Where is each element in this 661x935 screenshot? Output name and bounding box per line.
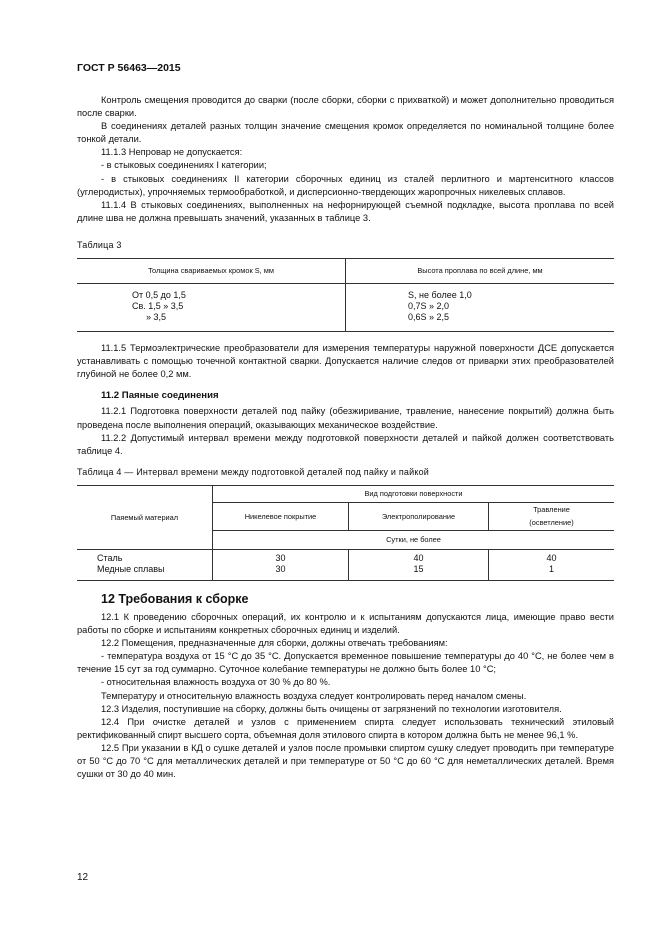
paragraph: 11.1.3 Непровар не допускается: xyxy=(101,147,243,158)
paragraph: 11.1.5 Термоэлектрические преобразователи для измерения температуры наружной поверхности ДСЕ допускается устанавливать с помощью точечной контактной сварки. Допускается наличие следов от приварки этих преобразователей глубиной не более 0,2 мм. xyxy=(77,343,614,380)
paragraph: - в стыковых соединениях I категории; xyxy=(101,160,267,171)
paragraph: 12.2 Помещения, предназначенные для сборки, должны отвечать требованиям: xyxy=(101,638,448,649)
table4-material-header: Паяемый материал xyxy=(77,485,213,549)
table4-col-header: Никелевое покрытие xyxy=(213,502,349,530)
paragraph: 11.2.1 Подготовка поверхности деталей под пайку (обезжиривание, травление, нанесение покрытий) должна быть проведена после выполнения операций, оказывающих механическое воздействие. xyxy=(77,406,614,430)
paragraph: 11.1.4 В стыковых соединениях, выполненных на нефорнирующей съемной подкладке, высота проплава по всей длине шва не должна превышать значений, указанных в таблице 3. xyxy=(77,199,614,223)
table4 xyxy=(77,485,614,581)
table3-cell: » 3,5 xyxy=(146,312,167,323)
paragraph: 12.3 Изделия, поступившие на сборку, должны быть очищены от загрязнений по технологии изготовителя. xyxy=(101,703,562,714)
paragraph: В соединениях деталей разных толщин значение смещения кромок определяется по номинальной толщине более тонкой детали. xyxy=(77,121,614,145)
paragraph: 12.5 При указании в КД о сушке деталей и узлов после промывки спиртом сушку следует проводить при температуре от 50 °С до 70 °С для металлических деталей и при температуре от 50 °С до 60 °С для неметаллических деталей. Время сушки от 30 до 40 мин. xyxy=(77,742,614,780)
paragraph: - относительная влажность воздуха от 30 % до 80 %. xyxy=(101,677,331,688)
table4-value: 40 xyxy=(546,552,557,563)
table4-value: 1 xyxy=(548,563,554,574)
table3-cell: От 0,5 до 1,5 xyxy=(132,290,186,301)
table3-col2-header: Высота проплава по всей длине, мм xyxy=(346,259,615,284)
page-number: 12 xyxy=(77,872,89,883)
section-title: 11.2 Паяные соединения xyxy=(101,390,219,402)
table4-caption: Таблица 4 — Интервал времени между подготовкой деталей под пайку и пайкой xyxy=(77,466,430,477)
table4-col-header: Электрополирование xyxy=(349,502,489,530)
table4-material: Сталь xyxy=(97,552,123,563)
table3-cell: 0,6S » 2,5 xyxy=(408,312,450,323)
table4-value: 30 xyxy=(275,563,286,574)
paragraph: 11.2.2 Допустимый интервал времени между подготовкой поверхности деталей и пайкой должен соответствовать таблице 4. xyxy=(77,432,614,456)
paragraph: Температуру и относительную влажность воздуха следует контролировать перед началом смены. xyxy=(101,690,527,701)
table4-value: 30 xyxy=(275,552,286,563)
paragraph: - в стыковых соединениях II категории сборочных единиц из сталей перлитного и мартенситного классов (углеродистых), упрочняемых термообработкой, и дисперсионно-твердеющих жаропрочных никелевых сплавов. xyxy=(77,173,614,197)
table3 xyxy=(77,258,614,332)
table3-cell: 0,7S » 2,0 xyxy=(408,301,450,312)
table4-col-header: Травление (осветление) xyxy=(489,502,615,530)
paragraph: 12.1 К проведению сборочных операций, их контролю и к испытаниям допускаются лица, имеющие право вести работы по сборке и испытаниям конкретных сборочных единиц и изделий. xyxy=(77,611,614,636)
document-header: ГОСТ Р 56463—2015 xyxy=(77,62,181,74)
paragraph: 12.4 При очистке деталей и узлов с применением спирта следует использовать технический этиловый ректификованный спирт высшего сорта, объемная доля этилового спирта в котором должна быть не менее 96,1 %. xyxy=(77,716,614,740)
paragraph: - температура воздуха от 15 °С до 35 °С. Допускается временное повышение температуры до 40 °С, не более чем в течение 15 сут за год суммарно. Суточное колебание температуры не должно быть более 10 °С; xyxy=(77,651,614,675)
table4-material: Медные сплавы xyxy=(97,563,165,574)
table3-caption: Таблица 3 xyxy=(77,239,122,250)
table4-value: 40 xyxy=(413,552,424,563)
table4-value: 15 xyxy=(413,563,424,574)
table3-col1-header: Толщина свариваемых кромок S, мм xyxy=(77,259,346,284)
document-body xyxy=(77,94,614,781)
chapter-title: 12 Требования к сборке xyxy=(101,591,249,606)
table3-cell: Св. 1,5 » 3,5 xyxy=(132,301,184,312)
table3-cell: S, не более 1,0 xyxy=(408,290,472,301)
paragraph: Контроль смещения проводится до сварки (после сборки, сборки с прихваткой) и может дополнительно проводиться после сварки. xyxy=(77,95,614,119)
table4-group-header: Вид подготовки поверхности xyxy=(213,485,615,502)
table4-unit-header: Сутки, не более xyxy=(213,530,615,549)
